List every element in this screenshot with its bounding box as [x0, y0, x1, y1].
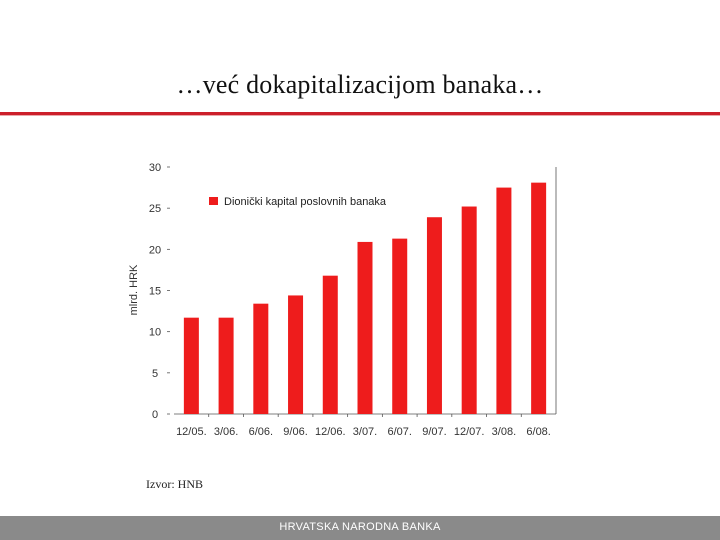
- y-tick-label: 0: [151, 409, 159, 421]
- bar: [184, 318, 199, 414]
- bar: [531, 183, 546, 414]
- x-tick-label: 3/07.: [352, 426, 378, 438]
- x-tick-label: 6/08.: [526, 426, 551, 438]
- y-tick-label: 10: [148, 326, 162, 339]
- bar: [358, 242, 373, 414]
- bar: [288, 295, 303, 414]
- x-tick-label: 9/07.: [422, 426, 447, 438]
- legend: [209, 196, 387, 208]
- x-axis: [176, 414, 551, 438]
- slide-title: …već dokapitalizacijom banaka…: [176, 70, 544, 99]
- x-tick-label: 12/06.: [314, 426, 346, 438]
- source-note: Izvor: HNB: [146, 477, 203, 491]
- bar: [392, 239, 407, 414]
- bar: [219, 318, 234, 414]
- bar: [253, 304, 268, 414]
- y-tick-label: 5: [151, 367, 159, 380]
- y-axis-label: mlrd. HRK: [128, 264, 140, 316]
- y-tick-label: 30: [148, 162, 162, 174]
- x-tick-label: 12/05.: [176, 426, 207, 438]
- bar-series: [184, 183, 546, 414]
- x-tick-label: 3/08.: [491, 426, 517, 438]
- footer-label: HRVATSKA NARODNA BANKA: [279, 521, 441, 533]
- x-tick-label: 6/06.: [248, 426, 274, 438]
- legend-label: Dionički kapital poslovnih banaka: [224, 196, 387, 208]
- x-tick-label: 6/07.: [387, 426, 412, 438]
- bar: [427, 217, 442, 414]
- y-tick-label: 15: [148, 285, 162, 298]
- y-axis: [149, 162, 170, 421]
- y-tick-label: 25: [148, 203, 162, 216]
- bar: [323, 276, 338, 414]
- legend-swatch: [209, 197, 218, 205]
- bar: [496, 188, 511, 414]
- bar: [462, 207, 477, 414]
- x-tick-label: 3/06.: [213, 426, 239, 438]
- footer-bar: [0, 516, 720, 540]
- x-tick-label: 9/06.: [283, 426, 308, 438]
- y-tick-label: 20: [148, 244, 162, 257]
- x-tick-label: 12/07.: [453, 426, 485, 438]
